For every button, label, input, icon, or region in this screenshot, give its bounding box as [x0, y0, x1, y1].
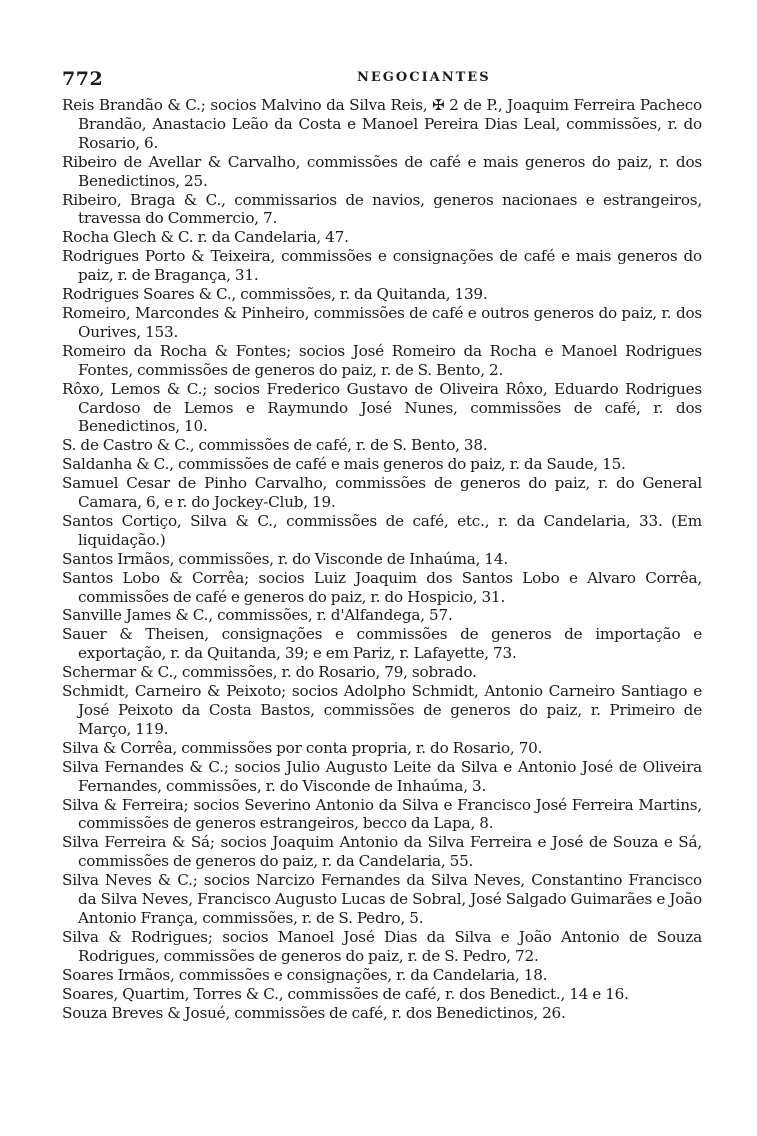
list-item: Souza Breves & Josué, commissões de café, r. dos Benedictinos, 26.	[62, 1003, 566, 1022]
list-item: Silva & Corrêa, commissões por conta propria, r. do Rosario, 70.	[62, 738, 543, 757]
list-item: Rodrigues Soares & C., commissões, r. da Quitanda, 139.	[62, 285, 488, 304]
list-item: Schermar & C., commissões, r. do Rosario, 79, sobrado.	[62, 663, 477, 682]
entry-list	[62, 96, 702, 1022]
list-item: Ribeiro de Avellar & Carvalho, commissões de café e mais generos do paiz, r. dos Benedictinos, 25.	[62, 152, 702, 190]
list-item: Sanville James & C., commissões, r. d'Alfandega, 57.	[62, 606, 453, 625]
list-item: Santos Cortiço, Silva & C., commissões de café, etc., r. da Candelaria, 33. (Em liquidação.)	[62, 511, 702, 549]
list-item: Santos Irmãos, commissões, r. do Visconde de Inhaúma, 14.	[62, 549, 508, 568]
list-item: Romeiro da Rocha & Fontes; socios José Romeiro da Rocha e Manoel Rodrigues Fontes, commissões de generos do paiz, r. de S. Bento, 2.	[62, 341, 702, 379]
list-item: Schmidt, Carneiro & Peixoto; socios Adolpho Schmidt, Antonio Carneiro Santiago e José Peixoto da Costa Bastos, commissões de generos do paiz, r. Primeiro de Março, 119.	[62, 682, 702, 738]
list-item: Silva & Ferreira; socios Severino Antonio da Silva e Francisco José Ferreira Martins, commissões de generos estrangeiros, becco da Lapa, 8.	[62, 795, 702, 833]
list-item: Rôxo, Lemos & C.; socios Frederico Gustavo de Oliveira Rôxo, Eduardo Rodrigues Cardoso de Lemos e Raymundo José Nunes, commissões de café, r. dos Benedictinos, 10.	[62, 379, 702, 436]
list-item: Santos Lobo & Corrêa; socios Luiz Joaquim dos Santos Lobo e Alvaro Corrêa, commissões de café e generos do paiz, r. do Hospicio, 31.	[62, 568, 702, 606]
list-item: Reis Brandão & C.; socios Malvino da Silva Reis, ✠ 2 de P., Joaquim Ferreira Pacheco Brandão, Anastacio Leão da Costa e Manoel Pereira Dias Leal, commissões, r. do Rosario, 6.	[62, 96, 702, 152]
list-item: Silva Fernandes & C.; socios Julio Augusto Leite da Silva e Antonio José de Oliveira Fernandes, commissões, r. do Visconde de Inhaúma, 3.	[62, 757, 702, 795]
list-item: Rodrigues Porto & Teixeira, commissões e consignações de café e mais generos do paiz, r. de Bragança, 31.	[62, 247, 702, 285]
running-head: NEGOCIANTES	[357, 70, 491, 85]
list-item: S. de Castro & C., commissões de café, r. de S. Bento, 38.	[62, 436, 488, 455]
list-item: Romeiro, Marcondes & Pinheiro, commissões de café e outros generos do paiz, r. dos Ourives, 153.	[62, 303, 702, 341]
list-item: Silva Neves & C.; socios Narcizo Fernandes da Silva Neves, Constantino Francisco da Silva Neves, Francisco Augusto Lucas de Sobral, José Salgado Guimarães e João Antonio França, commissões, r. de S. Pedro, 5.	[62, 871, 702, 927]
page-header	[62, 62, 702, 92]
list-item: Samuel Cesar de Pinho Carvalho, commissões de generos do paiz, r. do General Camara, 6, e r. do Jockey-Club, 19.	[62, 474, 702, 512]
list-item: Ribeiro, Braga & C., commissarios de navios, generos nacionaes e estrangeiros, travessa do Commercio, 7.	[62, 190, 702, 228]
list-item: Soares Irmãos, commissões e consignações, r. da Candelaria, 18.	[62, 965, 548, 984]
list-item: Rocha Glech & C. r. da Candelaria, 47.	[62, 228, 349, 247]
list-item: Saldanha & C., commissões de café e mais generos do paiz, r. da Saude, 15.	[62, 455, 626, 474]
list-item: Sauer & Theisen, consignações e commissões de generos de importação e exportação, r. da Quitanda, 39; e em Pariz, r. Lafayette, 73.	[62, 625, 702, 663]
list-item: Silva & Rodrigues; socios Manoel José Dias da Silva e João Antonio de Souza Rodrigues, commissões de generos do paiz, r. de S. Pedro, 72.	[62, 927, 702, 965]
list-item: Silva Ferreira & Sá; socios Joaquim Antonio da Silva Ferreira e José de Souza e Sá, commissões de generos do paiz, r. da Candelaria, 55.	[62, 833, 702, 871]
list-item: Soares, Quartim, Torres & C., commissões de café, r. dos Benedict., 14 e 16.	[62, 984, 629, 1003]
page-number: 772	[62, 68, 104, 90]
